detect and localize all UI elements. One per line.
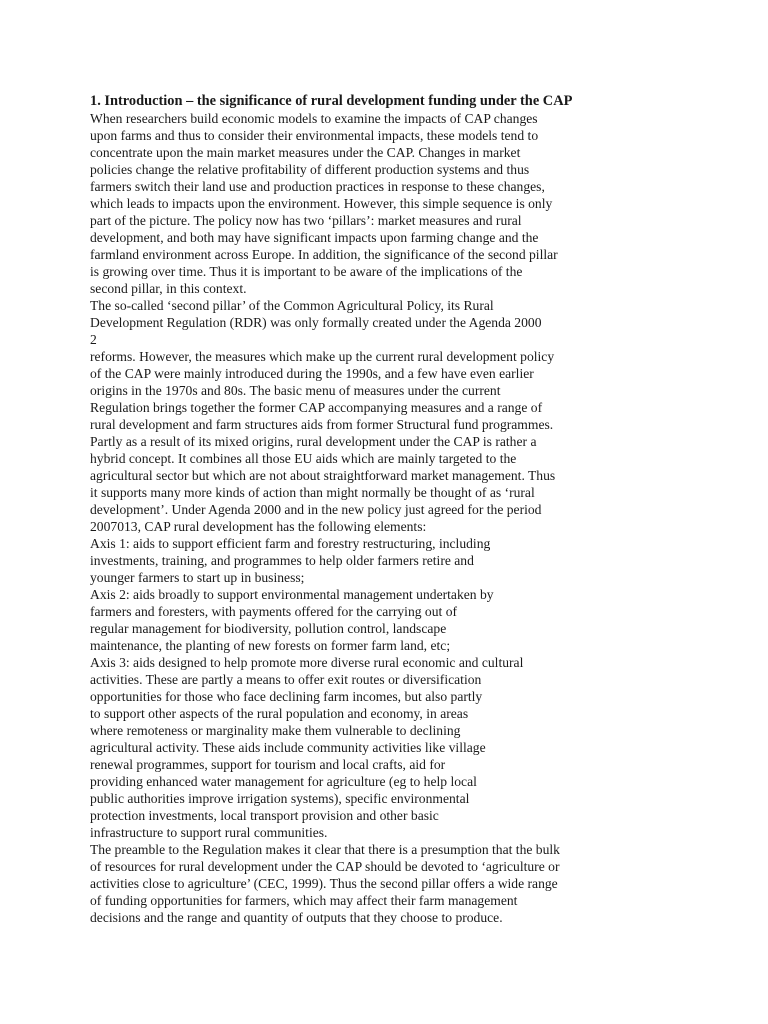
text-line: investments, training, and programmes to help older farmers retire and	[90, 553, 474, 568]
text-line: second pillar, in this context.	[90, 281, 247, 296]
text-line: Regulation brings together the former CAP accompanying measures and a range of	[90, 400, 543, 415]
text-line: activities close to agriculture’ (CEC, 1999). Thus the second pillar offers a wide range	[90, 876, 558, 891]
text-line: hybrid concept. It combines all those EU aids which are mainly targeted to the	[90, 451, 517, 466]
text-line: opportunities for those who face declining farm incomes, but also partly	[90, 689, 483, 704]
text-line: to support other aspects of the rural population and economy, in areas	[90, 706, 469, 721]
text-line: development’. Under Agenda 2000 and in the new policy just agreed for the period	[90, 502, 542, 517]
text-line: providing enhanced water management for agriculture (eg to help local	[90, 774, 477, 789]
text-line: agricultural activity. These aids include community activities like village	[90, 740, 486, 755]
text-line: it supports many more kinds of action than might normally be thought of as ‘rural	[90, 485, 535, 500]
text-line: where remoteness or marginality make them vulnerable to declining	[90, 723, 461, 738]
text-line: upon farms and thus to consider their environmental impacts, these models tend to	[90, 128, 539, 143]
text-line: is growing over time. Thus it is important to be aware of the implications of the	[90, 264, 523, 279]
text-line: The so-called ‘second pillar’ of the Common Agricultural Policy, its Rural	[90, 298, 494, 313]
text-line: decisions and the range and quantity of outputs that they choose to produce.	[90, 910, 503, 925]
text-line: Partly as a result of its mixed origins, rural development under the CAP is rather a	[90, 434, 537, 449]
text-line: of the CAP were mainly introduced during the 1990s, and a few have even earlier	[90, 366, 534, 381]
axis-1-line: Axis 1: aids to support efficient farm and forestry restructuring, including	[90, 536, 491, 551]
document-page	[90, 92, 690, 926]
text-line: farmers and foresters, with payments offered for the carrying out of	[90, 604, 458, 619]
text-line: public authorities improve irrigation systems), specific environmental	[90, 791, 470, 806]
text-line: rural development and farm structures aids from former Structural fund programmes.	[90, 417, 554, 432]
text-line: protection investments, local transport provision and other basic	[90, 808, 439, 823]
text-line: regular management for biodiversity, pollution control, landscape	[90, 621, 447, 636]
section-heading: 1. Introduction – the significance of rural development funding under the CAP	[90, 93, 573, 109]
text-line: Development Regulation (RDR) was only formally created under the Agenda 2000	[90, 315, 542, 330]
axis-3-line: Axis 3: aids designed to help promote more diverse rural economic and cultural	[90, 655, 524, 670]
text-line: 2007013, CAP rural development has the following elements:	[90, 519, 427, 534]
text-line: activities. These are partly a means to offer exit routes or diversification	[90, 672, 482, 687]
text-line: infrastructure to support rural communities.	[90, 825, 328, 840]
text-line: younger farmers to start up in business;	[90, 570, 305, 585]
text-line: The preamble to the Regulation makes it clear that there is a presumption that the bulk	[90, 842, 560, 857]
text-line: development, and both may have significant impacts upon farming change and the	[90, 230, 539, 245]
text-line: reforms. However, the measures which make up the current rural development policy	[90, 349, 555, 364]
text-line: origins in the 1970s and 80s. The basic menu of measures under the current	[90, 383, 501, 398]
text-line: farmers switch their land use and production practices in response to these changes,	[90, 179, 545, 194]
text-line: which leads to impacts upon the environment. However, this simple sequence is only	[90, 196, 553, 211]
text-line: When researchers build economic models to examine the impacts of CAP changes	[90, 111, 538, 126]
text-line: of funding opportunities for farmers, which may affect their farm management	[90, 893, 518, 908]
text-line: of resources for rural development under the CAP should be devoted to ‘agriculture or	[90, 859, 560, 874]
text-line: renewal programmes, support for tourism and local crafts, aid for	[90, 757, 446, 772]
footnote-marker: 2	[90, 332, 97, 347]
text-line: maintenance, the planting of new forests on former farm land, etc;	[90, 638, 451, 653]
text-line: concentrate upon the main market measures under the CAP. Changes in market	[90, 145, 521, 160]
text-line: farmland environment across Europe. In addition, the significance of the second pillar	[90, 247, 558, 262]
text-line: policies change the relative profitability of different production systems and thus	[90, 162, 530, 177]
text-line: part of the picture. The policy now has two ‘pillars’: market measures and rural	[90, 213, 522, 228]
text-line: agricultural sector but which are not about straightforward market management. Thus	[90, 468, 556, 483]
axis-2-line: Axis 2: aids broadly to support environmental management undertaken by	[90, 587, 494, 602]
